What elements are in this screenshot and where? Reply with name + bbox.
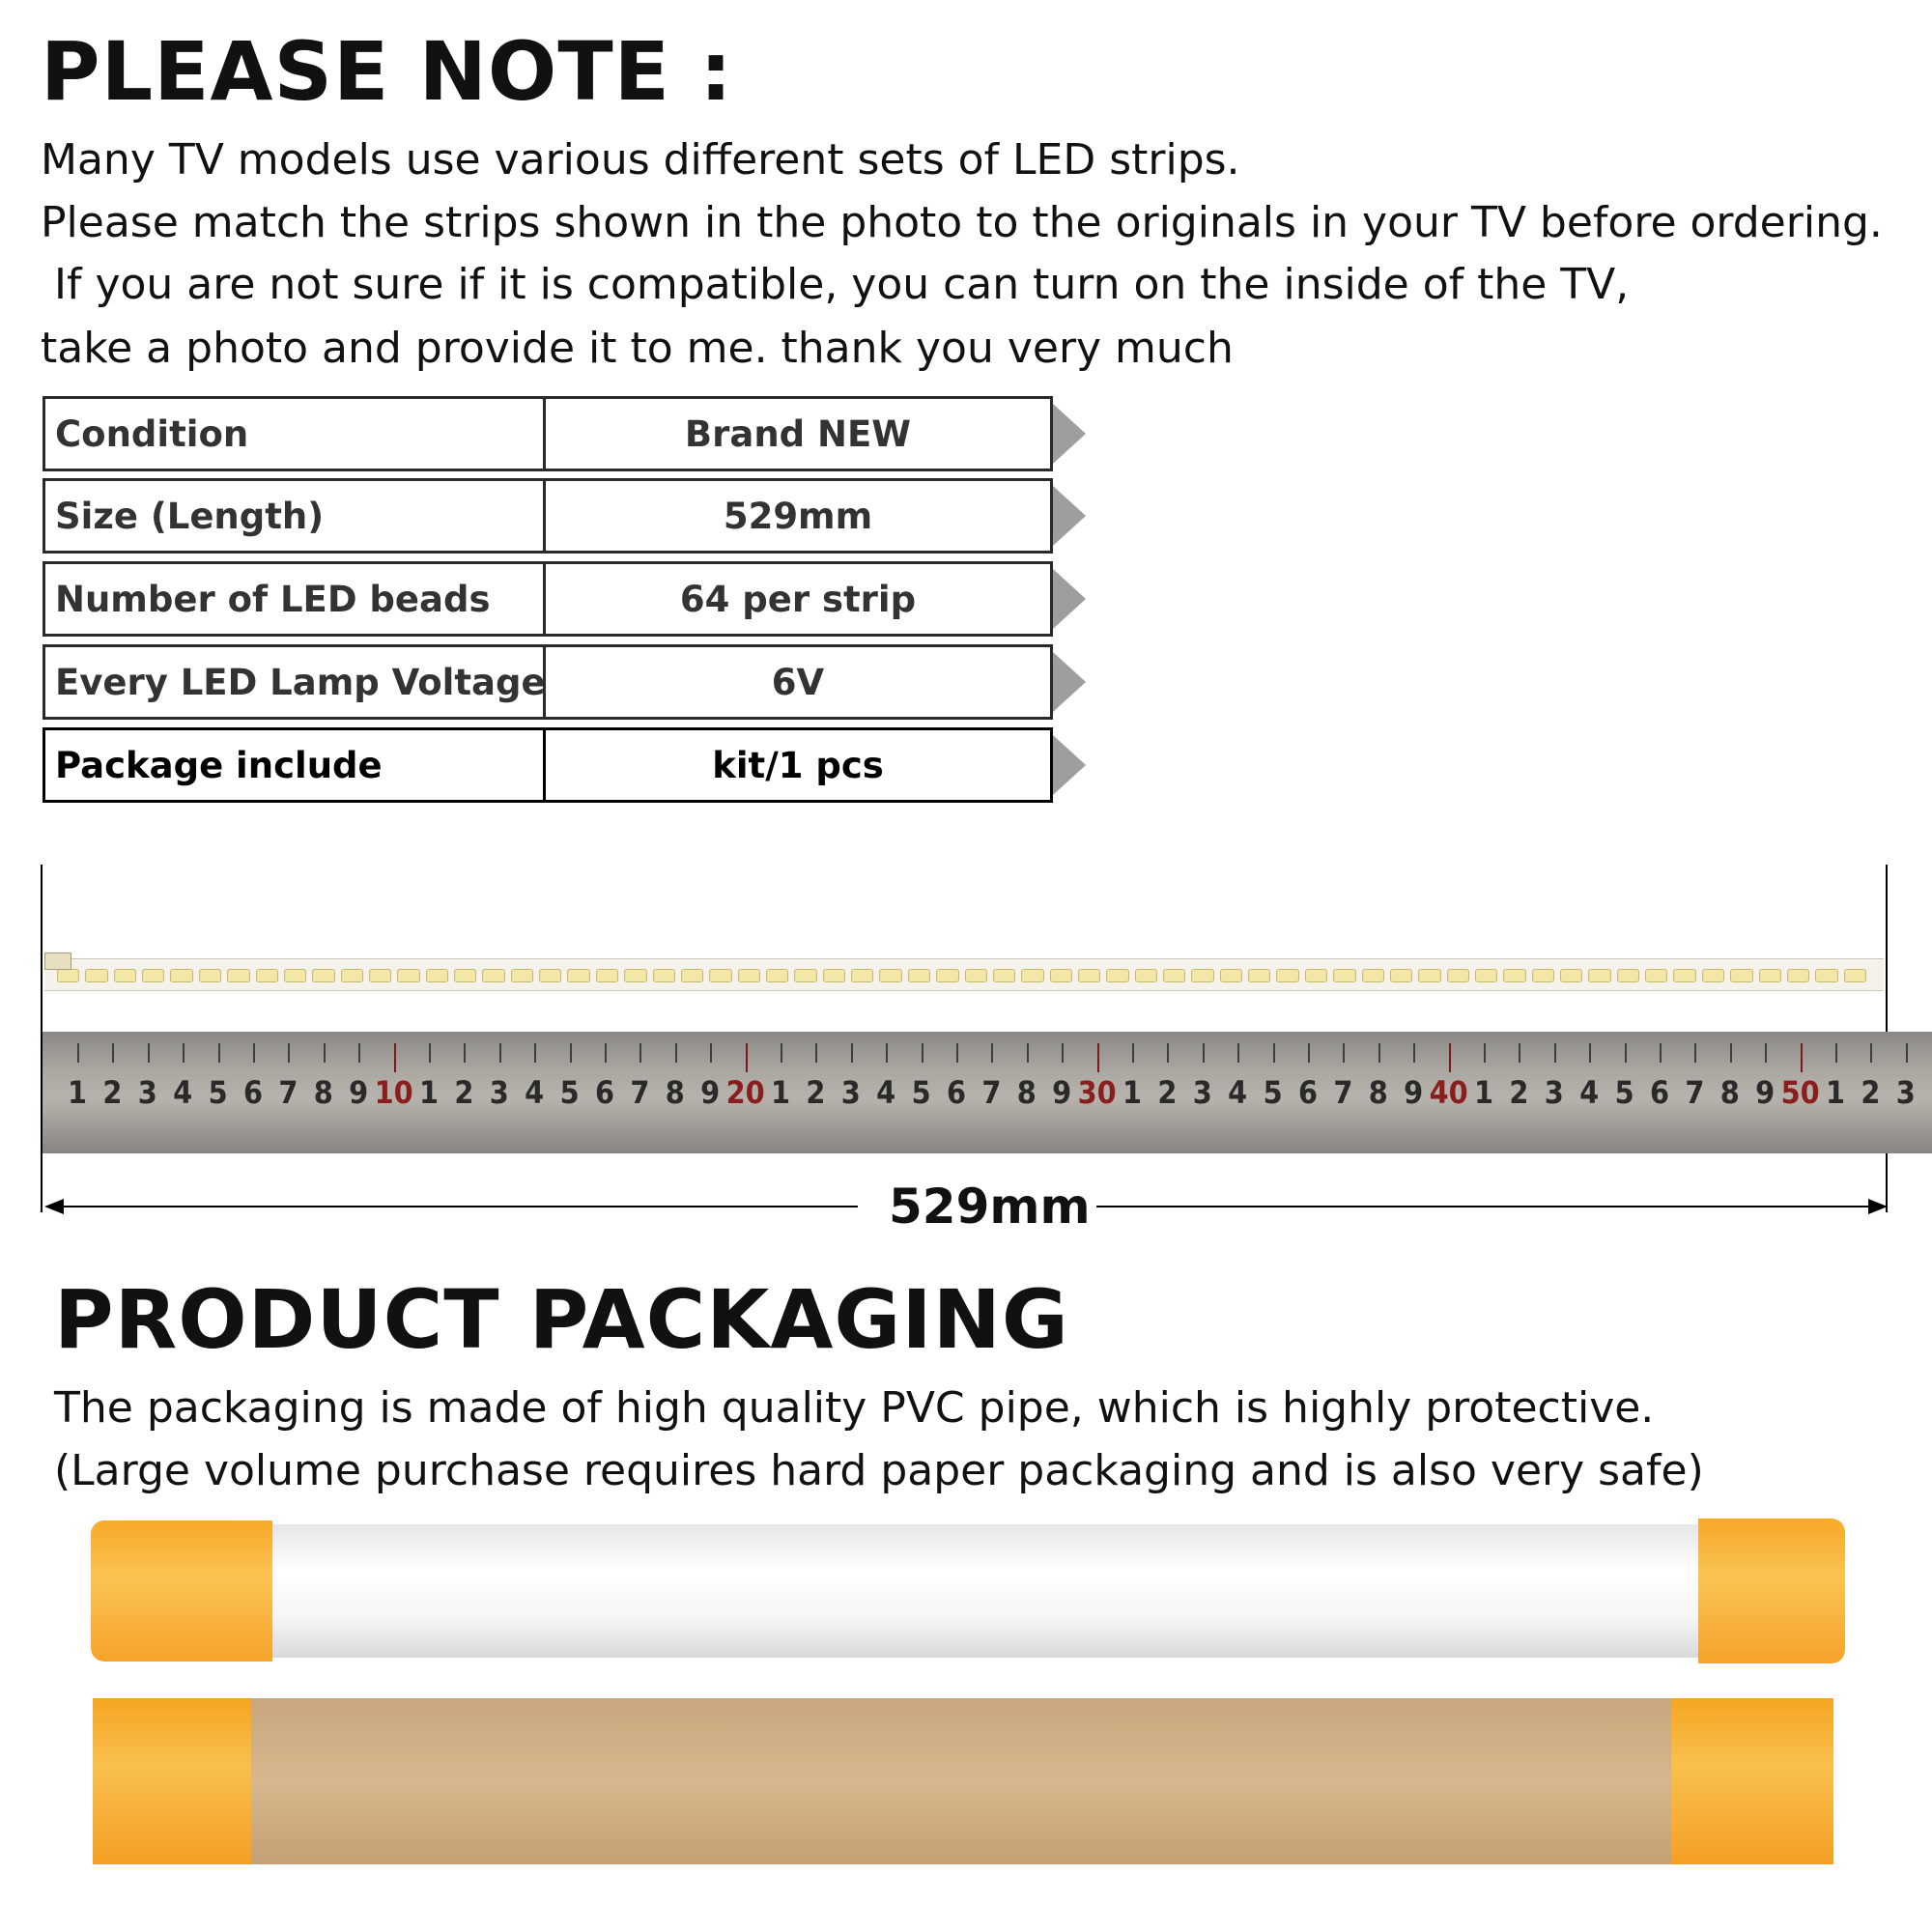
led-bead: [1362, 969, 1384, 982]
ruler-tick: [781, 1043, 782, 1063]
ruler-tick: [605, 1043, 607, 1063]
ruler-number: 6: [946, 1074, 967, 1111]
led-bead: [1702, 969, 1724, 982]
led-bead: [936, 969, 958, 982]
spec-row-voltage: [43, 644, 1053, 720]
row-arrow-icon: [1053, 735, 1086, 795]
ruler-number: 2: [1861, 1074, 1881, 1111]
ruler-tick: [429, 1043, 431, 1063]
ruler-tick: [1203, 1043, 1205, 1063]
ruler-number: 30: [1077, 1074, 1117, 1111]
ruler-number: 8: [1368, 1074, 1388, 1111]
ruler-number: 2: [1157, 1074, 1178, 1111]
ruler-number: 9: [1404, 1074, 1424, 1111]
led-bead: [256, 969, 278, 982]
ruler-number: 5: [1263, 1074, 1283, 1111]
ruler-tick: [1660, 1043, 1662, 1063]
note-line-1: Many TV models use various different sets of LED strips.: [41, 135, 1240, 185]
row-arrow-icon: [1053, 652, 1086, 712]
ruler-tick: [1273, 1043, 1275, 1063]
ruler-number: 9: [700, 1074, 721, 1111]
spec-label: Condition: [43, 396, 546, 471]
ruler-tick: [851, 1043, 853, 1063]
ruler-number: 7: [981, 1074, 1002, 1111]
led-bead: [1560, 969, 1582, 982]
ruler-number: 8: [1016, 1074, 1037, 1111]
ruler-tick: [1097, 1043, 1099, 1072]
ruler-tick: [1906, 1043, 1908, 1063]
led-bead: [823, 969, 845, 982]
led-bead: [1163, 969, 1185, 982]
ruler-number: 4: [525, 1074, 545, 1111]
ruler-tick: [1730, 1043, 1732, 1063]
led-bead: [1617, 969, 1639, 982]
led-bead: [908, 969, 930, 982]
ruler-tick: [499, 1043, 501, 1063]
ruler-tick: [1343, 1043, 1345, 1063]
ruler-tick: [1413, 1043, 1415, 1063]
led-bead: [369, 969, 391, 982]
ruler-tick: [710, 1043, 712, 1063]
ruler-number: 6: [242, 1074, 264, 1111]
ruler-tick: [1801, 1043, 1803, 1072]
led-bead: [114, 969, 136, 982]
led-bead: [851, 969, 873, 982]
spec-label: Size (Length): [43, 478, 546, 554]
ruler-tick: [570, 1043, 572, 1063]
ruler-tick: [534, 1043, 536, 1063]
led-bead: [1106, 969, 1128, 982]
row-arrow-icon: [1053, 486, 1086, 546]
led-bead: [1305, 969, 1327, 982]
ruler-tick: [1378, 1043, 1380, 1063]
ruler-number: 6: [594, 1074, 615, 1111]
arrow-right-icon: [1868, 1199, 1888, 1214]
led-bead: [1191, 969, 1213, 982]
spec-row-led-beads: [43, 561, 1053, 637]
ruler-number: 50: [1780, 1074, 1820, 1111]
spec-label: Every LED Lamp Voltage: [43, 644, 546, 720]
ruler-number: 8: [313, 1074, 333, 1111]
spec-value: 64 per strip: [543, 561, 1053, 637]
ruler-tick: [991, 1043, 993, 1063]
spec-label: Number of LED beads: [43, 561, 546, 637]
ruler-tick: [815, 1043, 817, 1063]
led-bead: [624, 969, 646, 982]
led-bead: [1220, 969, 1242, 982]
row-arrow-icon: [1053, 404, 1086, 464]
packaging-line-2: (Large volume purchase requires hard paper packaging and is also very safe): [54, 1446, 1704, 1495]
led-bead: [312, 969, 334, 982]
pvc-tube-image: [95, 1524, 1843, 1658]
ruler-tick: [148, 1043, 150, 1063]
ruler-number: 2: [102, 1074, 123, 1111]
arrow-left-icon: [44, 1199, 64, 1214]
ruler-tick: [1027, 1043, 1029, 1063]
ruler-tick: [183, 1043, 185, 1063]
led-bead: [1503, 969, 1525, 982]
ruler-tick: [1237, 1043, 1239, 1063]
spec-value: kit/1 pcs: [543, 727, 1053, 803]
led-bead: [1248, 969, 1270, 982]
led-bead: [170, 969, 192, 982]
led-bead: [766, 969, 788, 982]
led-bead: [1730, 969, 1752, 982]
ruler-tick: [288, 1043, 290, 1063]
ruler-tick: [324, 1043, 326, 1063]
ruler-number: 3: [137, 1074, 157, 1111]
led-bead: [1418, 969, 1440, 982]
packaging-line-1: The packaging is made of high quality PVC pipe, which is highly protective.: [54, 1383, 1655, 1433]
ruler-number: 1: [67, 1074, 88, 1111]
ruler-tick: [956, 1043, 958, 1063]
ruler-tick: [112, 1043, 114, 1063]
ruler-number: 5: [208, 1074, 228, 1111]
ruler-number: 6: [1297, 1074, 1319, 1111]
led-bead: [284, 969, 306, 982]
ruler-number: 4: [1228, 1074, 1248, 1111]
led-bead: [1333, 969, 1355, 982]
ruler-tick: [253, 1043, 255, 1063]
led-bead: [1021, 969, 1043, 982]
ruler-number: 1: [418, 1074, 440, 1111]
ruler-number: 3: [1192, 1074, 1212, 1111]
ruler-tick: [358, 1043, 360, 1063]
led-bead: [1390, 969, 1412, 982]
ruler-number: 3: [1895, 1074, 1916, 1111]
note-title: PLEASE NOTE :: [41, 24, 733, 119]
spec-label: Package include: [43, 727, 546, 803]
ruler-number: 3: [1544, 1074, 1564, 1111]
ruler-number: 7: [1685, 1074, 1705, 1111]
ruler-number: 7: [1333, 1074, 1353, 1111]
led-bead: [85, 969, 107, 982]
tube-tape-left: [91, 1520, 272, 1662]
led-bead: [1673, 969, 1695, 982]
led-bead: [1787, 969, 1809, 982]
led-bead: [794, 969, 816, 982]
ruler-number: 8: [665, 1074, 685, 1111]
ruler-number: 7: [278, 1074, 298, 1111]
ruler-number: 2: [806, 1074, 826, 1111]
led-bead: [539, 969, 561, 982]
ruler-tick: [639, 1043, 641, 1063]
ruler-number: 4: [173, 1074, 193, 1111]
ruler-number: 4: [1579, 1074, 1600, 1111]
dimension-line-left: [54, 1206, 858, 1208]
ruler-tick: [1484, 1043, 1486, 1063]
led-bead: [1475, 969, 1497, 982]
led-bead: [142, 969, 164, 982]
led-bead: [454, 969, 476, 982]
box-tape-right: [1671, 1698, 1833, 1864]
ruler-tick: [1554, 1043, 1556, 1063]
dimension-label: 529mm: [889, 1179, 1091, 1235]
ruler-number: 5: [911, 1074, 931, 1111]
led-bead: [1588, 969, 1610, 982]
note-line-4: take a photo and provide it to me. thank you very much: [41, 324, 1234, 373]
led-bead: [57, 969, 79, 982]
ruler-tick: [1062, 1043, 1064, 1063]
tube-tape-right: [1698, 1519, 1845, 1663]
spec-value: 6V: [543, 644, 1053, 720]
note-line-2: Please match the strips shown in the photo to the originals in your TV before ordering.: [41, 198, 1883, 247]
ruler-number: 1: [1122, 1074, 1143, 1111]
led-bead: [1078, 969, 1100, 982]
led-bead: [681, 969, 703, 982]
led-bead: [965, 969, 987, 982]
led-bead: [1532, 969, 1554, 982]
ruler-tick: [1694, 1043, 1696, 1063]
ruler-tick: [1167, 1043, 1169, 1063]
ruler-tick: [1132, 1043, 1134, 1063]
led-bead: [879, 969, 901, 982]
ruler-tick: [1625, 1043, 1627, 1063]
ruler-number: 5: [1614, 1074, 1634, 1111]
spec-row-size: [43, 478, 1053, 554]
row-arrow-icon: [1053, 569, 1086, 629]
led-strip-image: [44, 958, 1884, 991]
led-bead: [426, 969, 448, 982]
led-bead: [596, 969, 618, 982]
ruler-tick: [218, 1043, 220, 1063]
ruler-number: 1: [1825, 1074, 1846, 1111]
ruler-number: 2: [1509, 1074, 1529, 1111]
ruler-tick: [886, 1043, 888, 1063]
led-bead: [511, 969, 533, 982]
note-line-3: If you are not sure if it is compatible, you can turn on the inside of the TV,: [41, 260, 1630, 309]
ruler-number: 9: [1755, 1074, 1776, 1111]
led-bead: [993, 969, 1015, 982]
paper-box-image: [93, 1698, 1833, 1864]
ruler-number: 1: [770, 1074, 791, 1111]
ruler-number: 4: [876, 1074, 896, 1111]
box-tape-left: [93, 1698, 251, 1864]
spec-value: Brand NEW: [543, 396, 1053, 471]
led-bead: [199, 969, 221, 982]
led-bead: [341, 969, 363, 982]
strip-connector: [44, 952, 71, 970]
led-bead: [1276, 969, 1298, 982]
led-bead: [1815, 969, 1837, 982]
ruler-number: 6: [1649, 1074, 1670, 1111]
packaging-title: PRODUCT PACKAGING: [54, 1272, 1069, 1367]
spec-value: 529mm: [543, 478, 1053, 554]
led-bead: [227, 969, 249, 982]
led-bead: [567, 969, 589, 982]
ruler-tick: [1765, 1043, 1767, 1063]
led-bead: [653, 969, 675, 982]
ruler-tick: [77, 1043, 79, 1063]
ruler-tick: [1589, 1043, 1591, 1063]
ruler-tick: [922, 1043, 923, 1063]
ruler-tick: [746, 1043, 748, 1072]
led-bead: [482, 969, 504, 982]
ruler-tick: [675, 1043, 677, 1063]
led-bead: [1050, 969, 1072, 982]
ruler-tick: [1449, 1043, 1451, 1072]
ruler-tick: [1835, 1043, 1837, 1063]
ruler-number: 3: [489, 1074, 509, 1111]
ruler-tick: [1870, 1043, 1872, 1063]
led-bead: [1759, 969, 1781, 982]
ruler-number: 7: [630, 1074, 650, 1111]
dimension-line-right: [1096, 1206, 1877, 1208]
ruler-number: 8: [1719, 1074, 1740, 1111]
led-bead: [709, 969, 731, 982]
led-bead: [738, 969, 760, 982]
ruler-tick: [1519, 1043, 1520, 1063]
ruler-number: 9: [1052, 1074, 1072, 1111]
led-bead: [1645, 969, 1667, 982]
ruler-tick: [394, 1043, 396, 1072]
ruler-number: 20: [725, 1074, 765, 1111]
ruler-number: 40: [1429, 1074, 1468, 1111]
led-bead: [1447, 969, 1469, 982]
led-bead: [1135, 969, 1157, 982]
ruler-number: 1: [1473, 1074, 1494, 1111]
ruler-tick: [1308, 1043, 1310, 1063]
ruler-number: 10: [374, 1074, 413, 1111]
ruler-number: 3: [840, 1074, 861, 1111]
ruler-tick: [464, 1043, 466, 1063]
spec-row-package: [43, 727, 1053, 803]
ruler-number: 2: [454, 1074, 474, 1111]
led-bead: [1844, 969, 1866, 982]
spec-row-condition: [43, 396, 1053, 471]
led-bead: [397, 969, 419, 982]
ruler-number: 9: [349, 1074, 369, 1111]
ruler-number: 5: [559, 1074, 580, 1111]
